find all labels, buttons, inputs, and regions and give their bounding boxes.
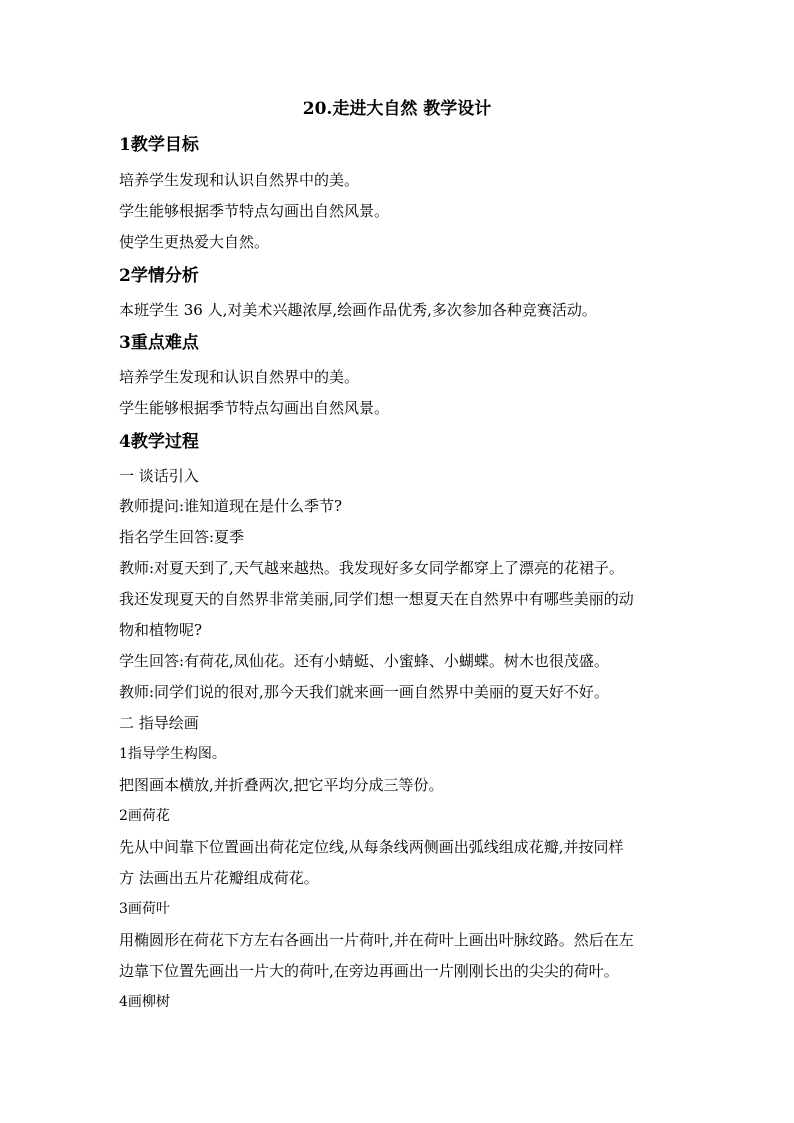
paragraph: 培养学生发现和认识自然界中的美。: [119, 171, 360, 189]
section-heading-process: 4教学过程: [119, 432, 199, 452]
document-title: 20.走进大自然 教学设计: [302, 99, 492, 119]
paragraph: 1指导学生构图。: [119, 746, 226, 762]
paragraph: 用椭圆形在荷花下方左右各画出一片荷叶,并在荷叶上画出叶脉纹路。然后在左: [119, 931, 634, 949]
paragraph: 使学生更热爱大自然。: [119, 233, 270, 251]
paragraph: 4画柳树: [119, 994, 170, 1010]
paragraph: 教师:对夏天到了,天气越来越热。我发现好多女同学都穿上了漂亮的花裙子。: [119, 559, 624, 577]
section-heading-analysis: 2学情分析: [119, 266, 199, 286]
paragraph: 培养学生发现和认识自然界中的美。: [119, 368, 360, 386]
paragraph: 指名学生回答:夏季: [119, 528, 245, 546]
paragraph: 学生能够根据季节特点勾画出自然风景。: [119, 202, 390, 220]
paragraph: 教师提问:谁知道现在是什么季节?: [119, 497, 343, 515]
paragraph: 一 谈话引入: [119, 467, 199, 485]
paragraph: 学生能够根据季节特点勾画出自然风景。: [119, 399, 390, 417]
paragraph: 方 法画出五片花瓣组成荷花。: [119, 869, 319, 887]
paragraph: 边靠下位置先画出一片大的荷叶,在旁边再画出一片刚刚长出的尖尖的荷叶。: [119, 962, 619, 980]
section-heading-key-points: 3重点难点: [119, 333, 199, 353]
paragraph: 本班学生 36 人,对美术兴趣浓厚,绘画作品优秀,多次参加各种竞赛活动。: [119, 301, 597, 319]
paragraph: 3画荷叶: [119, 901, 170, 917]
paragraph: 把图画本横放,并折叠两次,把它平均分成三等份。: [119, 776, 444, 794]
paragraph: 教师:同学们说的很对,那今天我们就来画一画自然界中美丽的夏天好不好。: [119, 683, 609, 701]
paragraph: 先从中间靠下位置画出荷花定位线,从每条线两侧画出弧线组成花瓣,并按同样: [119, 838, 624, 856]
paragraph: 物和植物呢?: [119, 621, 203, 639]
paragraph: 我还发现夏天的自然界非常美丽,同学们想一想夏天在自然界中有哪些美丽的动: [119, 590, 634, 608]
paragraph: 学生回答:有荷花,凤仙花。还有小蜻蜓、小蜜蜂、小蝴蝶。树木也很茂盛。: [119, 652, 609, 670]
paragraph: 二 指导绘画: [119, 714, 199, 732]
section-heading-objectives: 1教学目标: [119, 135, 199, 155]
paragraph: 2画荷花: [119, 808, 170, 824]
